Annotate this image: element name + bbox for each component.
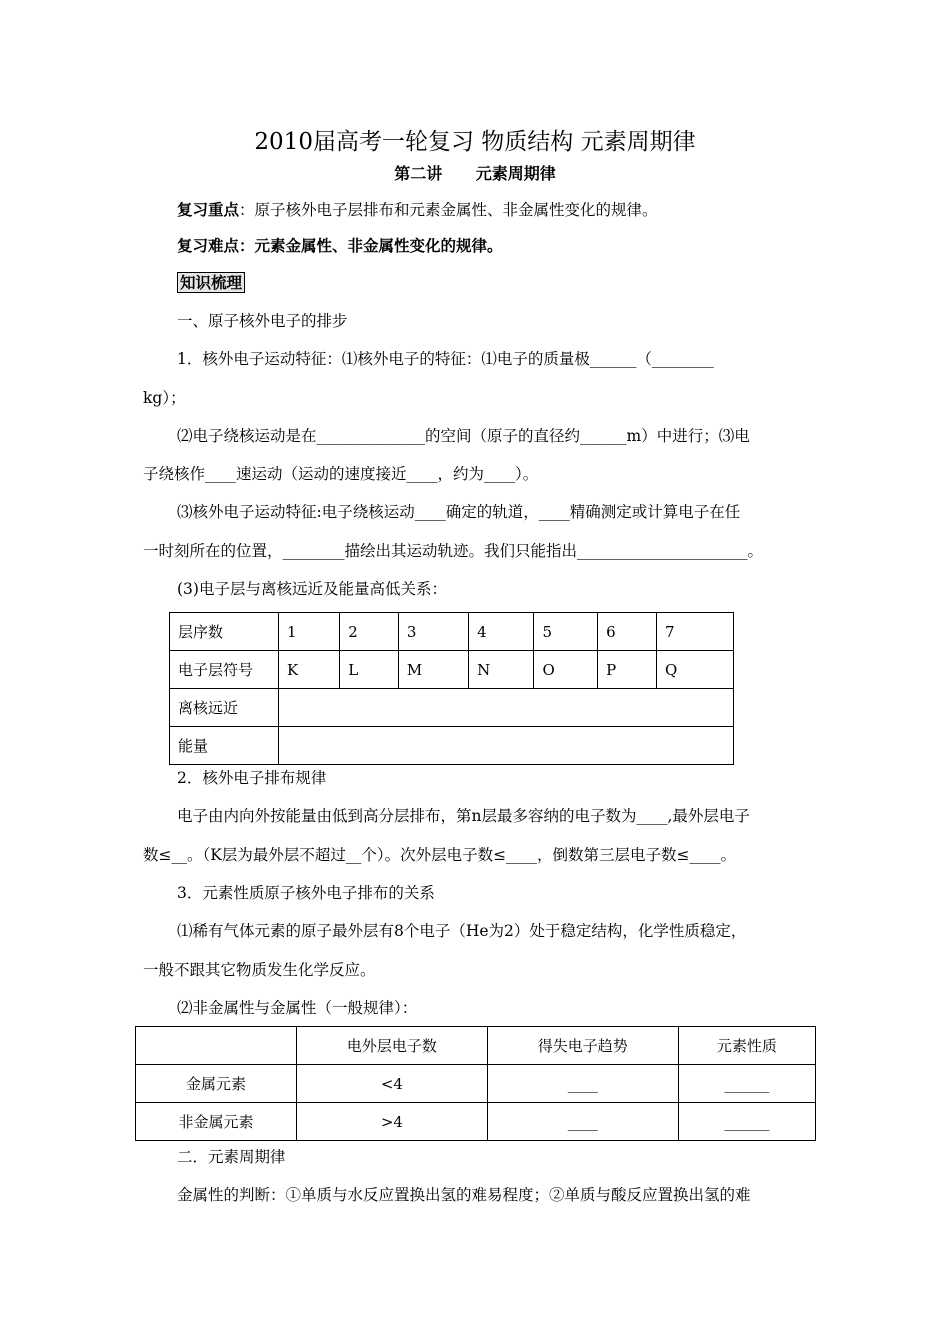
metal-nonmetal-table	[135, 1026, 816, 1141]
electron-shell-table	[169, 612, 734, 765]
table-cell: 非金属元素	[136, 1103, 297, 1141]
table-cell: M	[398, 651, 468, 689]
paragraph-line: 数≤__。（K层为最外层不超过__个）。次外层电子数≤____，倒数第三层电子数≤____。	[143, 846, 737, 864]
table-row	[170, 727, 734, 765]
table-cell-blank	[279, 689, 734, 727]
paragraph-line: 1．核外电子运动特征：⑴核外电子的特征：⑴电子的质量极______（________	[177, 350, 714, 368]
table-cell: 得失电子趋势	[487, 1027, 678, 1065]
paragraph-line: 一般不跟其它物质发生化学反应。	[143, 961, 376, 979]
table-cell: 离核远近	[170, 689, 279, 727]
table-cell: 层序数	[170, 613, 279, 651]
table-cell: N	[469, 651, 534, 689]
document-subtitle	[0, 161, 950, 184]
table-cell: 电子层符号	[170, 651, 279, 689]
lecture-number: 第二讲	[394, 164, 443, 183]
table-row	[170, 651, 734, 689]
table-cell: ______	[678, 1103, 815, 1141]
paragraph-line: ⑵电子绕核运动是在______________的空间（原子的直径约______m）中进行；⑶电	[177, 427, 750, 445]
table-cell: 金属元素	[136, 1065, 297, 1103]
paragraph-line: 子绕核作____速运动（运动的速度接近____，约为____）。	[143, 465, 539, 483]
table-row	[136, 1103, 816, 1141]
table-cell: 3	[398, 613, 468, 651]
difficult-points-label: 复习难点	[177, 236, 240, 255]
table-cell: >4	[297, 1103, 488, 1141]
table-cell: 7	[657, 613, 734, 651]
key-points-text: ：原子核外电子层排布和元素金属性、非金属性变化的规律。	[239, 201, 658, 219]
key-points-label: 复习重点	[177, 200, 240, 219]
difficult-points	[177, 236, 503, 256]
table-cell: 能量	[170, 727, 279, 765]
lecture-topic: 元素周期律	[475, 164, 556, 183]
table-cell-blank	[279, 727, 734, 765]
table-cell: <4	[297, 1065, 488, 1103]
table-cell: O	[534, 651, 598, 689]
table-cell: 4	[469, 613, 534, 651]
table-row	[170, 613, 734, 651]
heading-periodic-law: 二．元素周期律	[177, 1148, 286, 1166]
document-title: 2010届高考一轮复习 物质结构 元素周期律	[254, 129, 696, 155]
paragraph-line: kg）；	[143, 389, 186, 407]
table-cell: 5	[534, 613, 598, 651]
paragraph-line: 金属性的判断：①单质与水反应置换出氢的难易程度；②单质与酸反应置换出氢的难	[177, 1186, 751, 1204]
table-cell: 元素性质	[678, 1027, 815, 1065]
paragraph-line: ⑴稀有气体元素的原子最外层有8个电子（He为2）处于稳定结构，化学性质稳定，	[177, 922, 747, 940]
heading-electron-arrangement: 一、原子核外电子的排步	[177, 312, 348, 330]
key-points	[177, 200, 658, 220]
paragraph-line: ⑶核外电子运动特征:电子绕核运动____确定的轨道，____精确测定或计算电子在任	[177, 503, 741, 521]
table-cell: ____	[487, 1103, 678, 1141]
heading-element-properties: 3．元素性质原子核外电子排布的关系	[177, 884, 435, 902]
table-row	[170, 689, 734, 727]
table-cell: 2	[340, 613, 399, 651]
paragraph-line: 电子由内向外按能量由低到高分层排布，第n层最多容纳的电子数为____,最外层电子	[177, 807, 750, 825]
table-cell: Q	[657, 651, 734, 689]
table-cell: K	[279, 651, 340, 689]
section-tag-label: 知识梳理	[177, 272, 245, 293]
table-cell: 1	[279, 613, 340, 651]
paragraph-line: 一时刻所在的位置，________描绘出其运动轨迹。我们只能指出______________________。	[143, 542, 764, 560]
table-cell: 电外层电子数	[297, 1027, 488, 1065]
table-cell	[136, 1027, 297, 1065]
difficult-points-text: ：元素金属性、非金属性变化的规律。	[239, 236, 503, 255]
table-cell: L	[340, 651, 399, 689]
table-cell: ______	[678, 1065, 815, 1103]
table-cell: ____	[487, 1065, 678, 1103]
heading-electron-rules: 2．核外电子排布规律	[177, 769, 327, 787]
paragraph-line: ⑵非金属性与金属性（一般规律）：	[177, 999, 418, 1017]
paragraph-line: (3)电子层与离核远近及能量高低关系：	[177, 580, 447, 598]
table-row	[136, 1065, 816, 1103]
table-cell: P	[598, 651, 657, 689]
table-row	[136, 1027, 816, 1065]
table-cell: 6	[598, 613, 657, 651]
section-tag	[177, 273, 245, 293]
